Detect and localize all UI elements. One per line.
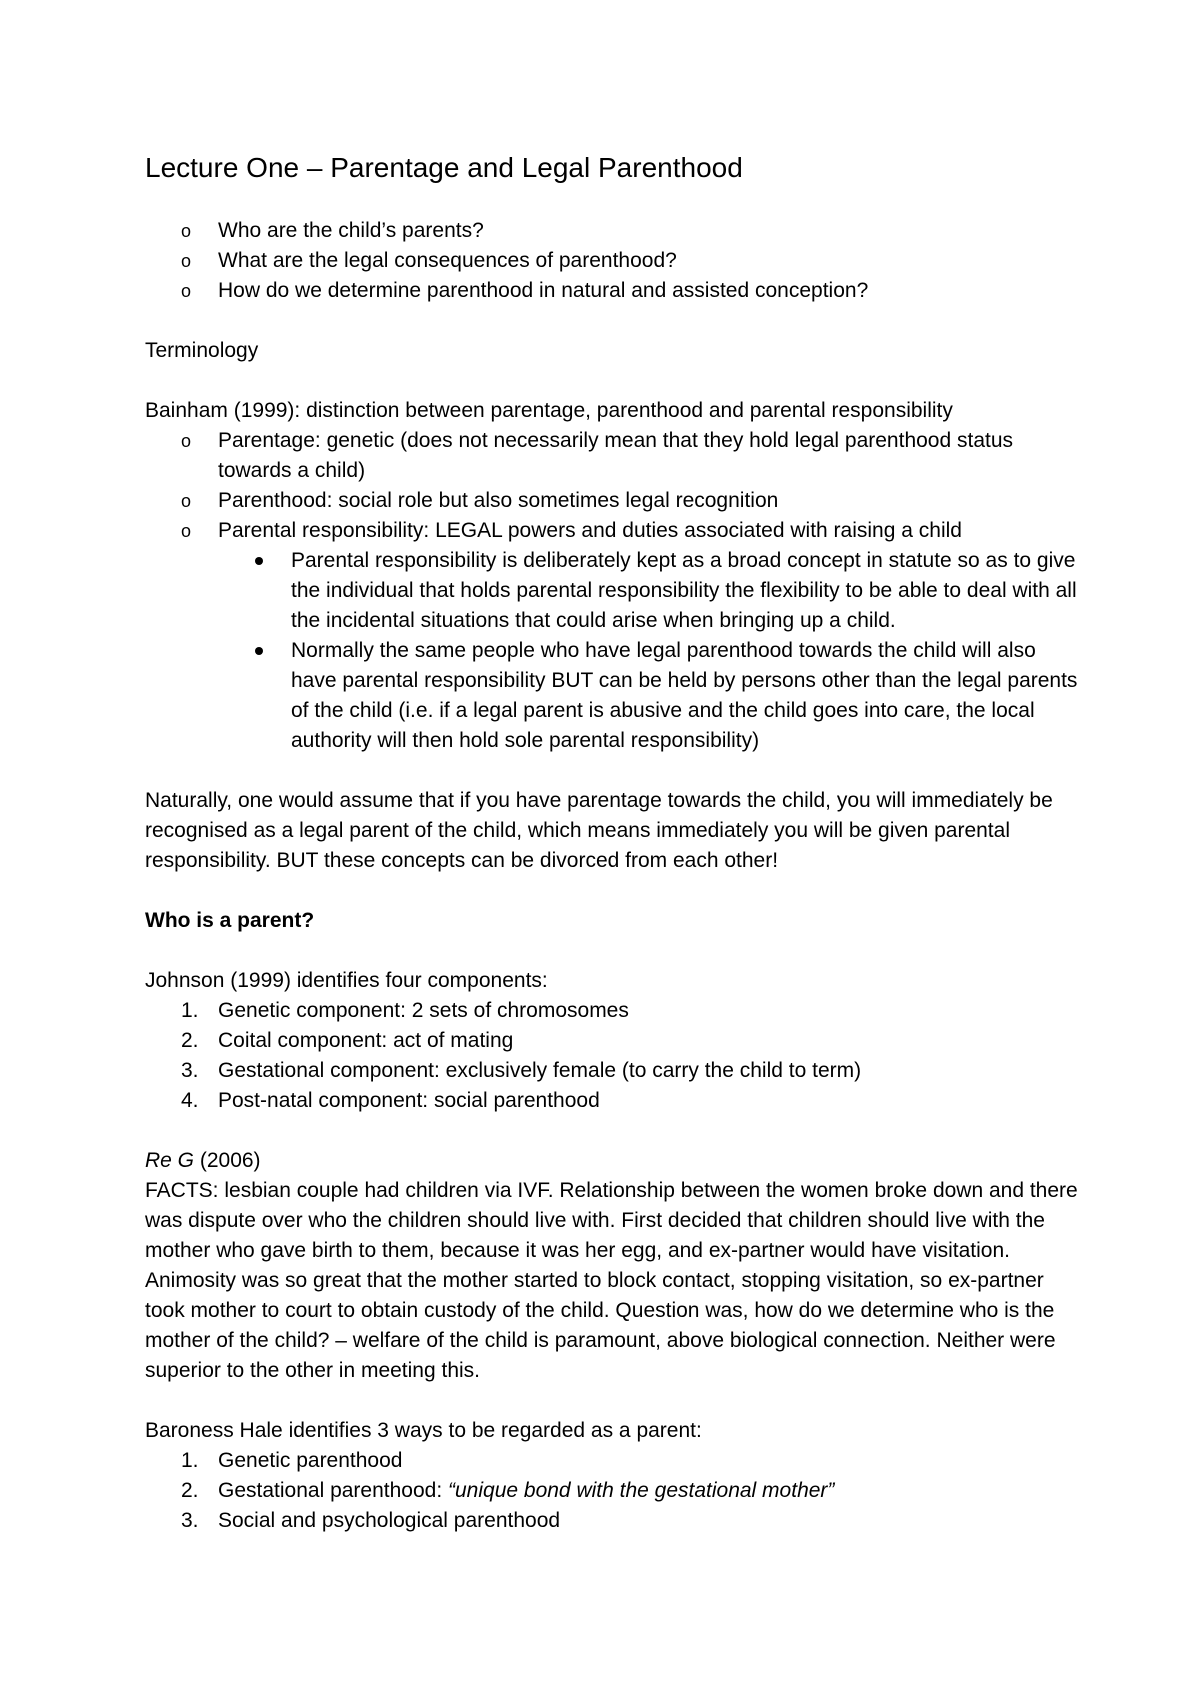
list-item: 2. Coital component: act of mating: [181, 1029, 514, 1052]
circle-bullet-icon: o: [181, 491, 192, 511]
list-item: 1. Genetic parenthood: [181, 1449, 403, 1472]
filled-bullet-icon: [255, 557, 263, 565]
list-item: Parental responsibility is deliberately kept as a broad concept in statute so as to give the individual that holds parental responsibility the flexibility to be able to deal with all the incidental situations that could arise when bringing up a child.: [145, 546, 1085, 636]
who-is-parent-heading: Who is a parent?: [145, 909, 315, 932]
list-item: 1. Genetic component: 2 sets of chromosomes: [181, 999, 629, 1022]
terminology-heading: Terminology: [145, 339, 259, 362]
list-item: o What are the legal consequences of parenthood?: [145, 246, 1085, 276]
circle-bullet-icon: o: [181, 521, 192, 541]
gestational-quote: “unique bond with the gestational mother”: [448, 1479, 835, 1502]
list-item: 3. Social and psychological parenthood: [181, 1509, 561, 1532]
page-title: Lecture One – Parentage and Legal Parenthood: [145, 152, 743, 183]
list-item: 3. Gestational component: exclusively female (to carry the child to term): [181, 1059, 862, 1082]
case-facts: FACTS: lesbian couple had children via IVF. Relationship between the women broke down and there was dispute over who the children should live with. First decided that children should live with the mother who gave birth to them, because it was her egg, and ex-partner would have visitation. Animosity was so great that the mother started to block contact, stopping visitation, so ex-partner took mother to court to obtain custody of the child. Question was, how do we determine who is the mother of the child? – welfare of the child is paramount, above biological connection. Neither were superior to the other in meeting this.: [145, 1179, 1078, 1382]
case-name: Re G: [145, 1149, 195, 1172]
list-item: o How do we determine parenthood in natural and assisted conception?: [145, 276, 1085, 306]
list-item: 4. Post-natal component: social parenthood: [181, 1089, 600, 1112]
circle-bullet-icon: o: [181, 221, 192, 241]
hale-lead: Baroness Hale identifies 3 ways to be regarded as a parent:: [145, 1419, 702, 1442]
circle-bullet-icon: o: [181, 281, 192, 301]
intro-question-list: [145, 216, 1085, 306]
johnson-lead: Johnson (1999) identifies four components:: [145, 969, 548, 992]
naturally-paragraph: Naturally, one would assume that if you have parentage towards the child, you will immediately be recognised as a legal parent of the child, which means immediately you will be given parental responsibility. BUT these concepts can be divorced from each other!: [145, 789, 1053, 872]
list-item: o Who are the child’s parents?: [145, 216, 1085, 246]
hale-list: [145, 1446, 1085, 1536]
case-year: (2006): [194, 1149, 261, 1172]
bainham-lead: Bainham (1999): distinction between parentage, parenthood and parental responsibility: [145, 399, 953, 422]
circle-bullet-icon: o: [181, 251, 192, 271]
filled-bullet-icon: [255, 647, 263, 655]
list-item: 2. Gestational parenthood: “unique bond with the gestational mother”: [181, 1479, 835, 1502]
case-heading: [145, 1146, 1085, 1176]
johnson-list: [145, 996, 1085, 1116]
bainham-list: [145, 426, 1085, 546]
list-item: Normally the same people who have legal parenthood towards the child will also have parental responsibility BUT can be held by persons other than the legal parents of the child (i.e. if a legal parent is abusive and the child goes into care, the local authority will then hold sole parental responsibility): [145, 636, 1085, 756]
list-item: o Parentage: genetic (does not necessarily mean that they hold legal parenthood status towards a child): [145, 426, 1085, 486]
document-content: [145, 150, 1085, 1536]
list-item: o Parenthood: social role but also sometimes legal recognition: [145, 486, 1085, 516]
list-item: o Parental responsibility: LEGAL powers and duties associated with raising a child: [145, 516, 1085, 546]
parental-responsibility-sublist: [145, 546, 1085, 756]
circle-bullet-icon: o: [181, 431, 192, 451]
